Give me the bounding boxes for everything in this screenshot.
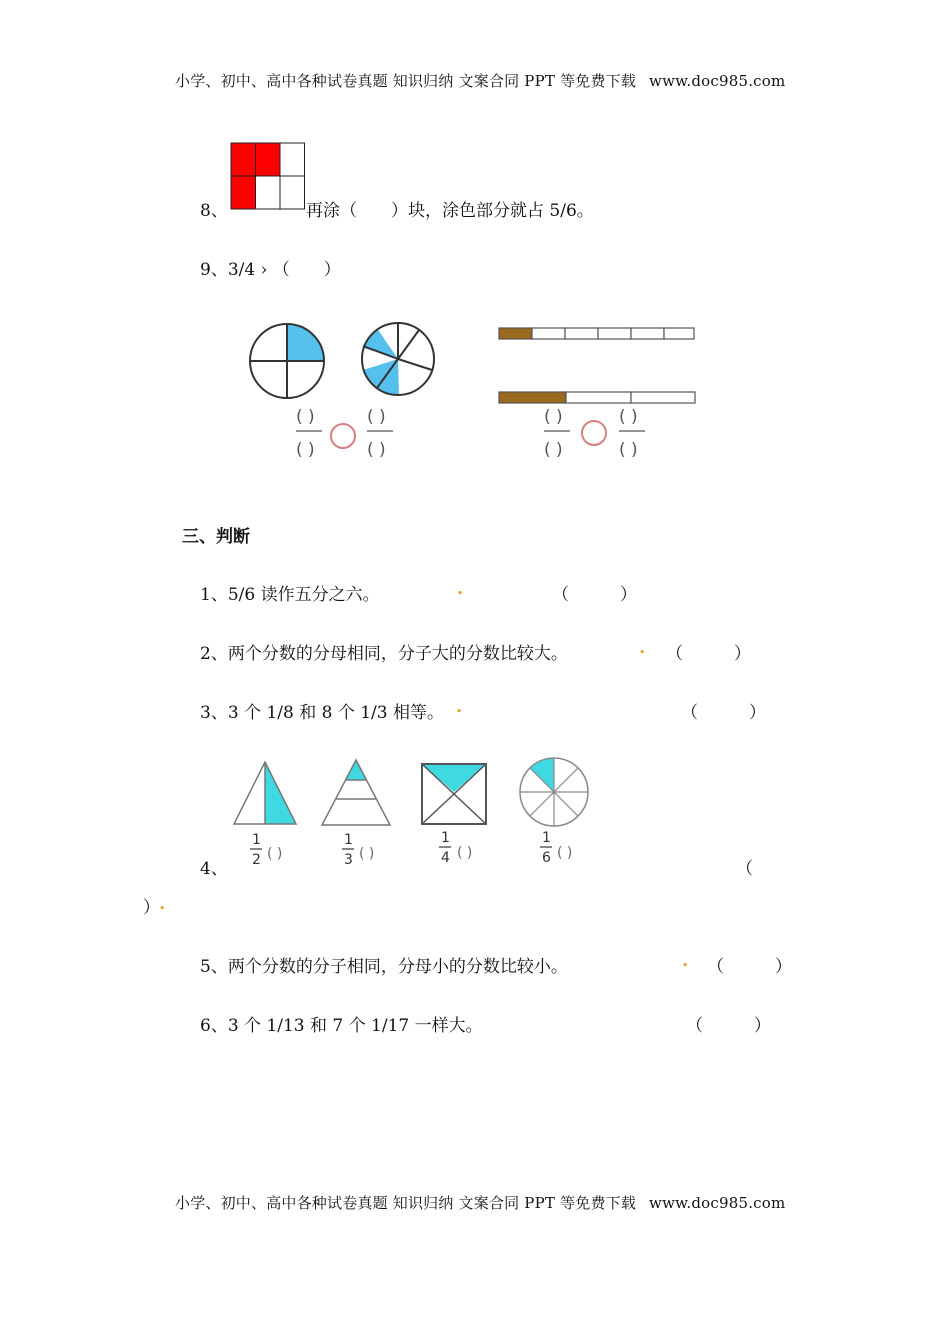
judge-5-answer[interactable]: （ ）	[707, 957, 792, 977]
judge-5-dot: .	[682, 950, 689, 971]
judge-2-text: 2、两个分数的分母相同，分子大的分数比较大。	[200, 644, 568, 664]
q8-text: 再涂（ ）块，涂色部分就占 5/6。	[306, 201, 594, 221]
square-quarter-figure	[422, 764, 486, 824]
label-num: 1	[252, 832, 261, 848]
judge-1-text: 1、5/6 读作五分之六。	[200, 585, 380, 605]
blank-num: ( )	[296, 407, 315, 427]
judge-3-answer[interactable]: （ ）	[681, 703, 766, 723]
judge-3-text: 3、3 个 1/8 和 8 个 1/3 相等。	[200, 703, 444, 723]
q4-paren-close[interactable]: ）	[143, 898, 160, 918]
label-blank: ( )	[267, 846, 283, 862]
q4-number: 4、	[200, 859, 228, 879]
blank-num: ( )	[619, 407, 638, 427]
grid-cell	[231, 143, 256, 176]
blank-den: ( )	[619, 440, 638, 460]
judge-2-dot: .	[639, 637, 646, 658]
judge-1-dot: .	[457, 578, 464, 599]
label-den: 2	[252, 852, 261, 868]
judge-2-answer[interactable]: （ ）	[666, 644, 751, 664]
footer-site: www.doc985.com	[649, 1194, 786, 1212]
judge-6-answer[interactable]: （ ）	[686, 1016, 771, 1036]
judge-3-dot: .	[456, 696, 463, 717]
blank-fraction[interactable]	[619, 407, 645, 460]
q9-figures	[240, 315, 710, 465]
grid-cell	[256, 143, 281, 176]
q4-paren-open[interactable]: （	[736, 859, 753, 879]
fraction-labels	[250, 830, 572, 868]
label-num: 1	[441, 830, 450, 846]
q9-text: 9、3/4 › （ ）	[200, 260, 341, 280]
judge-1-answer[interactable]: （ ）	[552, 585, 637, 605]
circle-fifths	[362, 323, 434, 395]
blank-den: ( )	[367, 440, 386, 460]
blank-fraction[interactable]	[367, 407, 393, 460]
bar-sixths	[499, 328, 694, 339]
label-num: 1	[344, 832, 353, 848]
bar-thirds	[499, 392, 695, 403]
label-den: 3	[344, 852, 353, 868]
q4-dot: .	[159, 893, 166, 914]
blank-den: ( )	[296, 440, 315, 460]
q8-grid	[230, 142, 306, 210]
page-footer	[175, 1192, 785, 1213]
judge-6-text: 6、3 个 1/13 和 7 个 1/17 一样大。	[200, 1016, 483, 1036]
triangle-half-figure	[234, 762, 296, 824]
header-text: 小学、初中、高中各种试卷真题 知识归纳 文案合同 PPT 等免费下载	[175, 72, 637, 90]
blank-fraction[interactable]	[544, 407, 570, 460]
grid-cell	[231, 176, 256, 209]
blank-den: ( )	[544, 440, 563, 460]
grid-cell	[256, 176, 281, 209]
label-blank: ( )	[457, 845, 473, 861]
q8-number: 8、	[200, 201, 228, 221]
grid-cell	[280, 176, 305, 209]
circle-eighth-figure	[520, 758, 588, 826]
compare-circle[interactable]	[582, 421, 606, 445]
label-blank: ( )	[359, 846, 375, 862]
label-den: 6	[542, 850, 551, 866]
grid-cell	[280, 143, 305, 176]
label-den: 4	[441, 850, 450, 866]
label-num: 1	[542, 830, 551, 846]
label-blank: ( )	[557, 845, 573, 861]
header-site: www.doc985.com	[649, 72, 786, 90]
section-title: 三、判断	[182, 527, 250, 547]
blank-num: ( )	[544, 407, 563, 427]
compare-circle[interactable]	[331, 424, 355, 448]
circle-quarters	[250, 324, 324, 398]
blank-num: ( )	[367, 407, 386, 427]
page-header	[175, 70, 785, 91]
judge-5-text: 5、两个分数的分子相同，分母小的分数比较小。	[200, 957, 568, 977]
q4-figures	[228, 752, 598, 872]
footer-text: 小学、初中、高中各种试卷真题 知识归纳 文案合同 PPT 等免费下载	[175, 1194, 637, 1212]
blank-fraction[interactable]	[296, 407, 322, 460]
triangle-third-figure	[322, 760, 390, 825]
